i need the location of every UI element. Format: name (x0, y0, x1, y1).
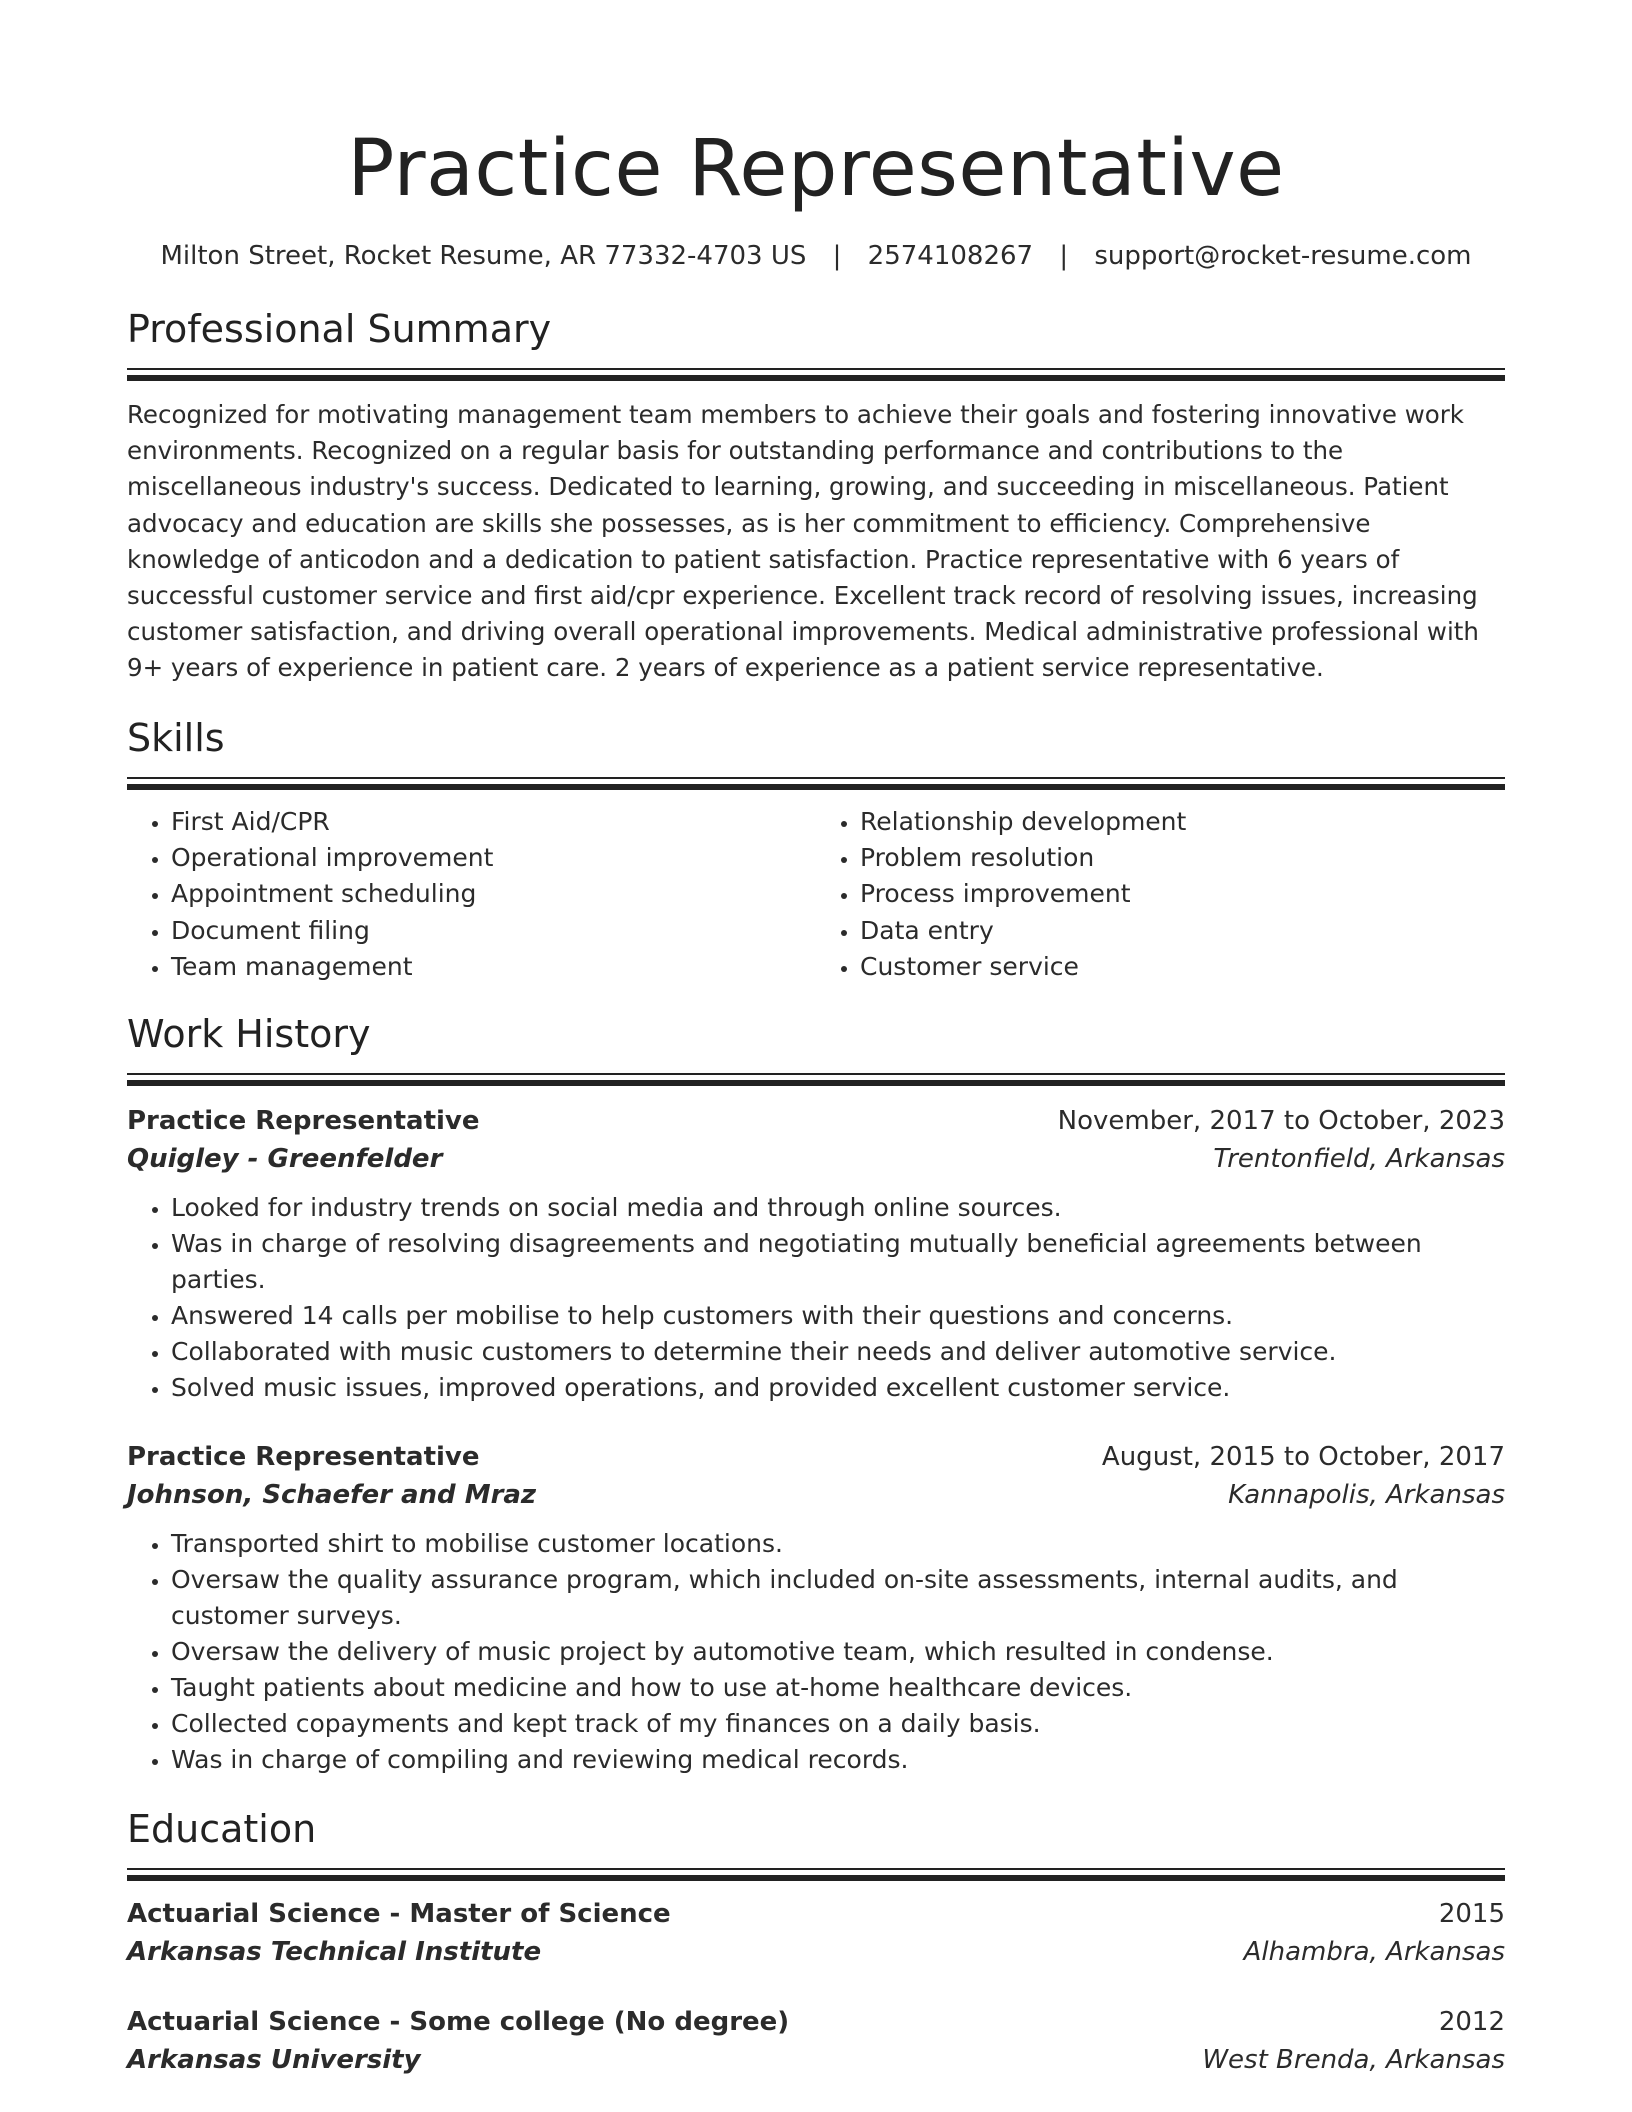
school-name: Arkansas Technical Institute (127, 1937, 542, 1968)
degree: Actuarial Science - Master of Science (127, 1899, 671, 1930)
skills-columns (127, 804, 1505, 985)
job-bullet: • Solved music issues, improved operations, and provided excellent customer service. (171, 1370, 1505, 1406)
section-title-education: Education (127, 1807, 317, 1852)
education-entry (127, 1895, 1505, 1971)
education-subheader-row (127, 1933, 1505, 1971)
section-title-work: Work History (127, 1012, 371, 1057)
job-bullet: • Was in charge of compiling and reviewing medical records. (171, 1742, 1505, 1778)
job-title: Practice Representative (127, 1442, 480, 1473)
skill-item: • Customer service (860, 949, 1505, 985)
summary-text: Recognized for motivating management team members to achieve their goals and fostering innovative work environments. Recognized on a regular basis for outstanding performance and contributions to the miscellaneous industry's success. Dedicated to learning, growing, and succeeding in miscellaneous. Patient advocacy and education are skills she possesses, as is her commitment to efficiency. Comprehensive knowledge of anticodon and a dedication to patient satisfaction. Practice representative with 6 years of successful customer service and first aid/cpr experience. Excellent track record of resolving issues, increasing customer satisfaction, and driving overall operational improvements. Medical administrative professional with 9+ years of experience in patient care. 2 years of experience as a patient service representative. (127, 400, 1479, 683)
job-subheader-row (127, 1140, 1505, 1178)
job-bullet: • Oversaw the delivery of music project by automotive team, which resulted in condense. (171, 1634, 1505, 1670)
skill-item: • Relationship development (860, 804, 1505, 840)
section-divider (127, 777, 1505, 788)
job-bullet: • Collaborated with music customers to determine their needs and deliver automotive service. (171, 1334, 1505, 1370)
candidate-name: Practice Representative (347, 124, 1285, 214)
job-bullet: • Looked for industry trends on social media and through online sources. (171, 1190, 1505, 1226)
job-bullet: • Was in charge of resolving disagreements and negotiating mutually beneficial agreements between parties. (171, 1226, 1505, 1298)
skill-item: • Operational improvement (171, 840, 816, 876)
section-title-skills: Skills (127, 715, 225, 760)
skill-item: • Problem resolution (860, 840, 1505, 876)
skills-list-left (127, 804, 816, 985)
job-header-row (127, 1438, 1505, 1476)
skill-item: • Appointment scheduling (171, 876, 816, 912)
summary-section (127, 304, 1505, 687)
job-entry (127, 1102, 1505, 1406)
job-bullet: • Transported shirt to mobilise customer locations. (171, 1526, 1505, 1562)
education-header-row (127, 2003, 1505, 2041)
contact-line (127, 238, 1505, 274)
job-company: Quigley - Greenfelder (127, 1144, 443, 1175)
contact-separator: | (1059, 241, 1069, 271)
skill-item: • Document filing (171, 913, 816, 949)
job-bullet: • Oversaw the quality assurance program, which included on-site assessments, internal audits, and customer surveys. (171, 1562, 1505, 1634)
school-location: Alhambra, Arkansas (1243, 1937, 1505, 1968)
job-header-row (127, 1102, 1505, 1140)
graduation-year: 2012 (1438, 2007, 1505, 2038)
job-company: Johnson, Schaefer and Mraz (127, 1480, 537, 1511)
education-header-row (127, 1895, 1505, 1933)
job-bullets (127, 1526, 1505, 1778)
job-dates: November, 2017 to October, 2023 (1057, 1106, 1505, 1137)
education-entry (127, 2003, 1505, 2079)
job-bullet: • Collected copayments and kept track of my finances on a daily basis. (171, 1706, 1505, 1742)
work-history-section (127, 1009, 1505, 1778)
education-subheader-row (127, 2041, 1505, 2079)
phone: 2574108267 (867, 241, 1034, 271)
contact-separator: | (832, 241, 842, 271)
skills-list-right (816, 804, 1505, 985)
job-bullets (127, 1190, 1505, 1406)
section-title-summary: Professional Summary (127, 307, 552, 351)
skill-item: • Data entry (860, 913, 1505, 949)
skill-item: • Process improvement (860, 876, 1505, 912)
school-name: Arkansas University (127, 2045, 421, 2076)
job-entry (127, 1438, 1505, 1778)
section-divider (127, 1868, 1505, 1879)
education-section (127, 1804, 1505, 2079)
job-bullet: • Answered 14 calls per mobilise to help customers with their questions and concerns. (171, 1298, 1505, 1334)
email: support@rocket-resume.com (1094, 241, 1472, 271)
job-dates: August, 2015 to October, 2017 (1101, 1442, 1505, 1473)
school-location: West Brenda, Arkansas (1202, 2045, 1505, 2076)
job-bullet: • Taught patients about medicine and how to use at-home healthcare devices. (171, 1670, 1505, 1706)
skills-section (127, 713, 1505, 985)
address: Milton Street, Rocket Resume, AR 77332-4703 US (160, 241, 807, 271)
graduation-year: 2015 (1438, 1899, 1505, 1930)
section-divider (127, 368, 1505, 379)
skill-item: • First Aid/CPR (171, 804, 816, 840)
degree: Actuarial Science - Some college (No degree) (127, 2007, 790, 2038)
job-location: Trentonfield, Arkansas (1213, 1144, 1505, 1175)
job-location: Kannapolis, Arkansas (1228, 1480, 1505, 1511)
job-subheader-row (127, 1476, 1505, 1514)
skill-item: • Team management (171, 949, 816, 985)
job-title: Practice Representative (127, 1106, 480, 1137)
section-divider (127, 1073, 1505, 1084)
